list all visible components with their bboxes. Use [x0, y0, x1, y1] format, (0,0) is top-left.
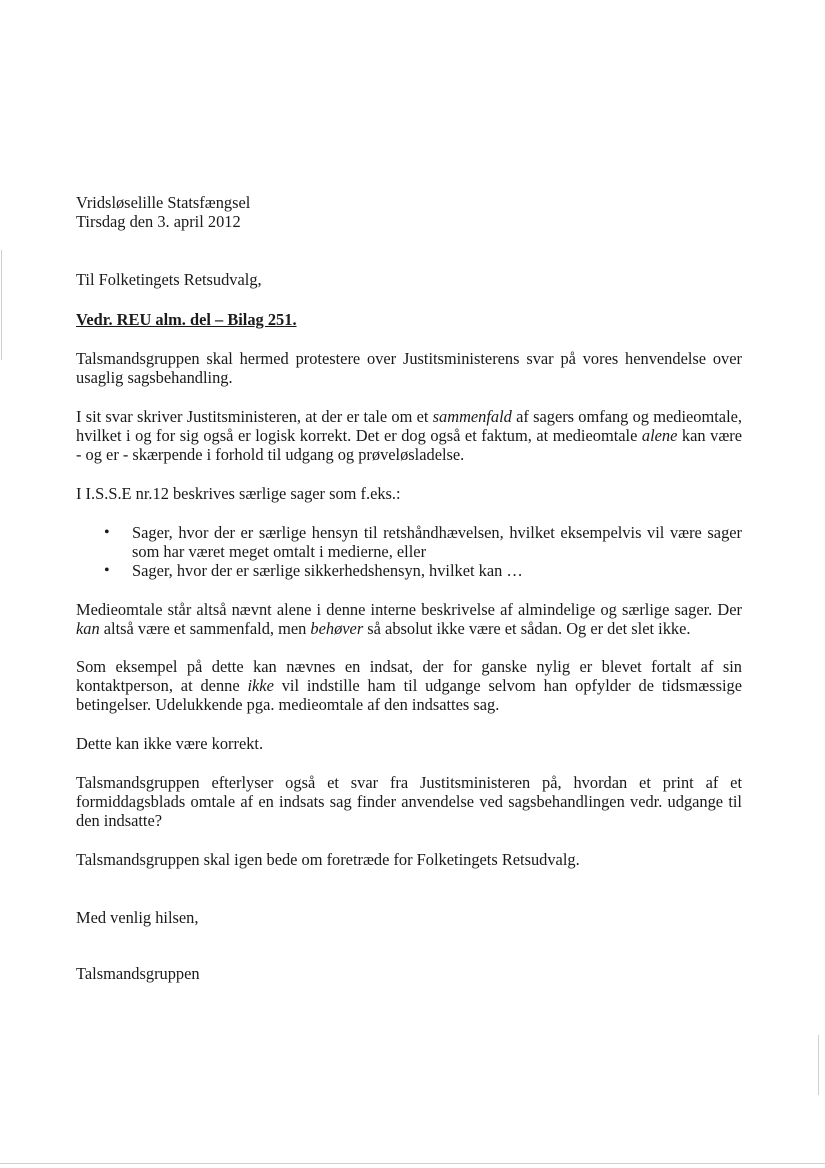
- paragraph-media-mention-text-2: altså være et sammenfald, men: [99, 619, 311, 638]
- paragraph-minister-answer-text-2: af sagers omfang og medieomtale, hvilket i og for sig også er logisk korrekt. Det er dog også et faktum, at medieomtale: [76, 407, 742, 445]
- paragraph-minister-answer-text-1: I sit svar skriver Justitsministeren, at der er tale om et: [76, 407, 433, 426]
- subject-text: Vedr. REU alm. del – Bilag 251.: [76, 310, 297, 329]
- paragraph-question: Talsmandsgruppen efterlyser også et svar fra Justitsministeren på, hvordan et print af et formiddagsblads omtale af en indsats sag finder anvendelse ved sagsbehandlingen vedr. udgange til den indsatte?: [76, 773, 742, 830]
- emphasis-kan: kan: [76, 619, 100, 638]
- paragraph-minister-answer-text-3: kan være - og er - skærpende i forhold til udgang og prøveløsladelse.: [76, 426, 742, 464]
- bullet-list: [76, 523, 742, 580]
- list-item: [76, 561, 742, 580]
- paragraph-media-mention-text-3: så absolut ikke være et sådan. Og er det slet ikke.: [363, 619, 691, 638]
- paragraph-isse-intro: I I.S.S.E nr.12 beskrives særlige sager som f.eks.:: [76, 484, 401, 503]
- scan-edge-left: [1, 250, 2, 360]
- bullet-icon: •: [104, 562, 110, 579]
- paragraph-minister-answer: [76, 407, 742, 464]
- paragraph-example-text-1: Som eksempel på dette kan nævnes en indsat, der for ganske nylig er blevet fortalt af sin kontaktperson, at denne: [76, 657, 742, 695]
- letter-date: Tirsdag den 3. april 2012: [76, 212, 241, 231]
- paragraph-not-correct: Dette kan ikke være korrekt.: [76, 734, 264, 753]
- paragraph-media-mention: [76, 600, 742, 638]
- scan-edge-right: [818, 1035, 819, 1095]
- list-item: [76, 523, 742, 561]
- closing-line: Med venlig hilsen,: [76, 908, 199, 927]
- paragraph-example-text-2: vil indstille ham til udgange selvom han opfylder de tidsmæssige betingelser. Udelukkende pga. medieomtale af den indsattes sag.: [76, 676, 743, 714]
- recipient-line: Til Folketingets Retsudvalg,: [76, 270, 262, 289]
- signature: Talsmandsgruppen: [76, 964, 200, 983]
- scan-edge-bottom: [0, 1163, 825, 1164]
- paragraph-example: [76, 657, 742, 714]
- emphasis-sammenfald: sammenfald: [432, 407, 512, 426]
- subject-line: [76, 310, 742, 329]
- emphasis-behoever: behøver: [310, 619, 364, 638]
- emphasis-ikke: ikke: [247, 676, 274, 695]
- bullet-icon: •: [104, 524, 110, 541]
- paragraph-media-mention-text-1: Medieomtale står altså nævnt alene i denne interne beskrivelse af almindelige og særlige sager. Der: [76, 600, 742, 619]
- sender-block: [76, 193, 742, 231]
- paragraph-protest: Talsmandsgruppen skal hermed protestere over Justitsministerens svar på vores henvendelse over usaglig sagsbehandling.: [76, 349, 742, 387]
- bullet-text: Sager, hvor der er særlige hensyn til retshåndhævelsen, hvilket eksempelvis vil være sager som har været meget omtalt i medierne, eller: [132, 523, 742, 561]
- paragraph-hearing-request: Talsmandsgruppen skal igen bede om foretræde for Folketingets Retsudvalg.: [76, 850, 580, 869]
- sender-institution: Vridsløselille Statsfængsel: [76, 193, 251, 212]
- emphasis-alene: alene: [641, 426, 678, 445]
- bullet-text: Sager, hvor der er særlige sikkerhedshensyn, hvilket kan …: [132, 561, 523, 580]
